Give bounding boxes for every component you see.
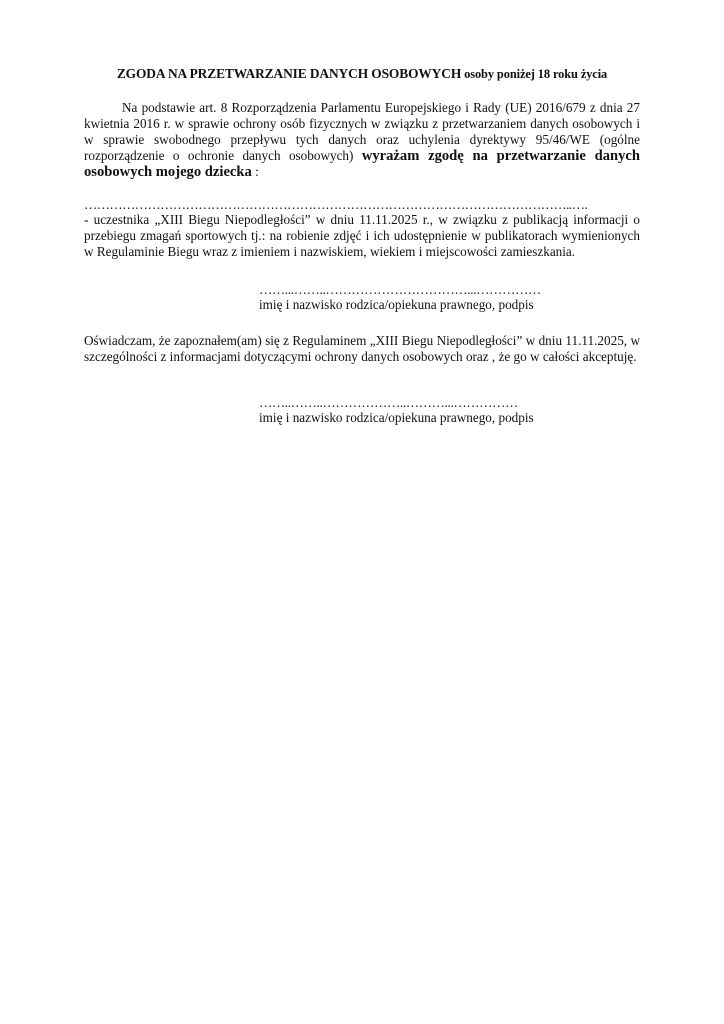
declaration-paragraph: Oświadczam, że zapoznałem(am) się z Regulaminem „XIII Biegu Niepodległości” w dniu 11.11.2025, w szczególności z informacjami dotyczącymi ochrony danych osobowych oraz , że go w całości akceptuję. [84,333,640,364]
signature-line-1[interactable]: ……...……..……………………………...…………… [259,282,541,297]
signature-block-2 [259,396,559,426]
intro-text: Na podstawie art. 8 Rozporządzenia Parlamentu Europejskiego i Rady (UE) 2016/679 z dnia 27 kwietnia 2016 r. w sprawie ochrony osób fizycznych w związku z przetwarzaniem danych osobowych i w sprawie swobodnego przepływu tych danych oraz uchylenia dyrektywy 95/46/WE (ogólne rozporządzenie o ochronie danych osobowych) [84,100,640,163]
signature-block-1 [259,283,559,313]
intro-paragraph [84,100,640,180]
participant-paragraph: - uczestnika „XIII Biegu Niepodległości” w dniu 11.11.2025 r., w związku z publikacją informacji o przebiegu zmagań sportowych tj.: na robienie zdjęć i ich udostępnienie w publikatorach wymienionych w Regulaminie Biegu wraz z imieniem i nazwiskiem, wiekiem i miejscowości zamieszkania. [84,212,640,259]
consent-statement: wyrażam zgodę na przetwarzanie danych osobowych mojego dziecka [84,148,641,180]
document-title [84,66,640,82]
document-title-sub: osoby poniżej 18 roku życia [461,67,608,81]
signature-line-2[interactable]: ……..……..………………..………...…………… [259,395,518,410]
consent-colon: : [251,164,259,179]
signature-caption-2: imię i nazwisko rodzica/opiekuna prawnego, podpis [259,410,534,425]
child-name-fill-line[interactable]: ……………………………………………………………………………………………………..…. [84,198,588,212]
consent-form-page [84,66,640,426]
document-title-main: ZGODA NA PRZETWARZANIE DANYCH OSOBOWYCH [116,66,462,81]
signature-caption-1: imię i nazwisko rodzica/opiekuna prawnego, podpis [259,297,534,312]
